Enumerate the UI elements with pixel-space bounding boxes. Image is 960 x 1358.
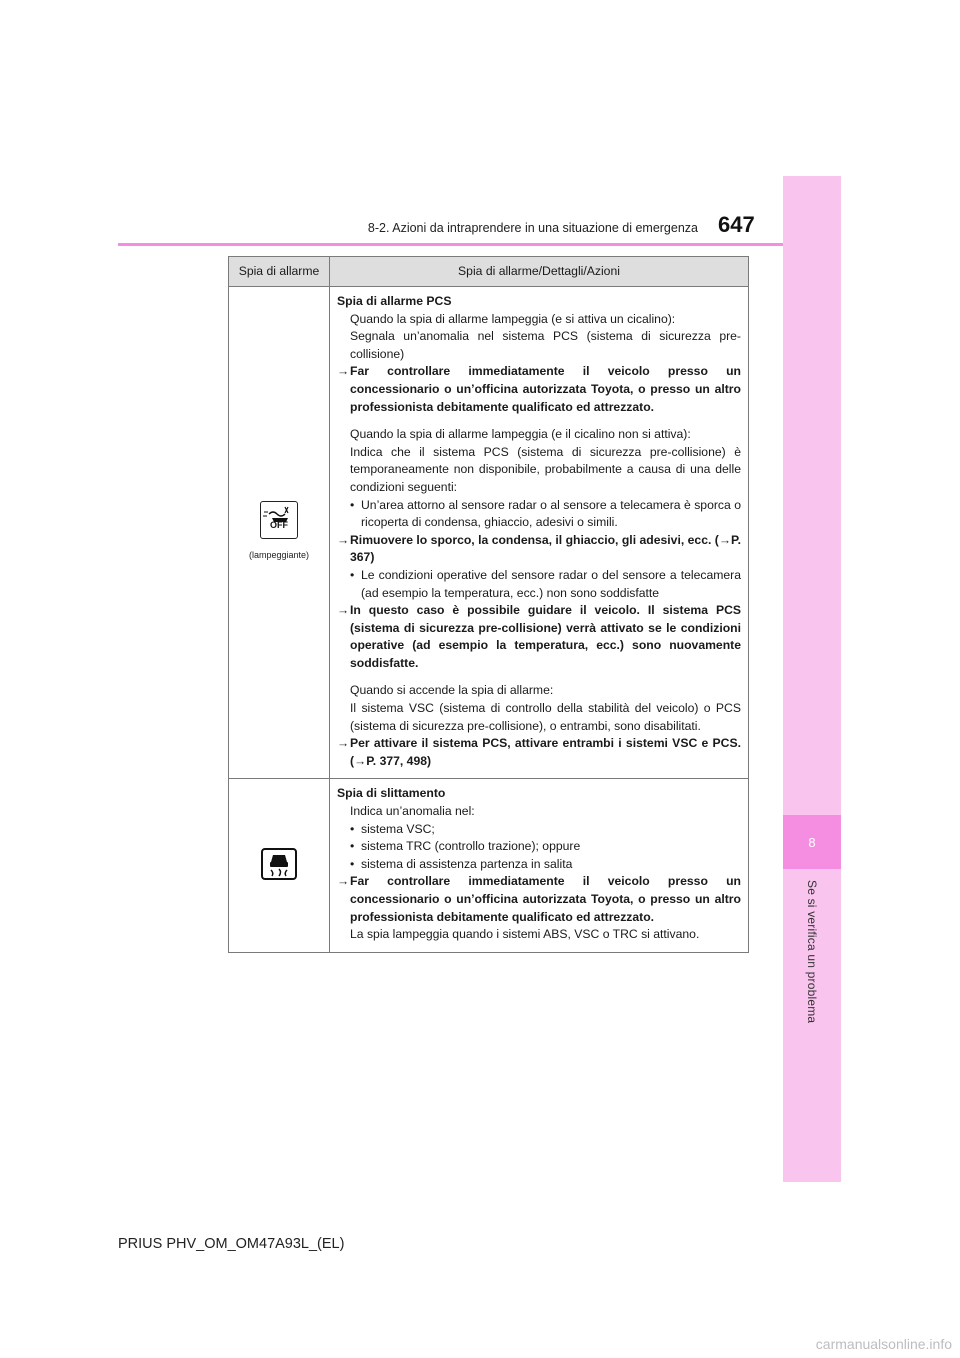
note-text: La spia lampeggia quando i sistemi ABS, VSC o TRC si attivano. <box>350 927 700 942</box>
page-number: 647 <box>718 212 755 237</box>
chapter-number-tab <box>783 815 841 869</box>
condition-text: Quando si accende la spia di allarme: <box>350 683 554 698</box>
icon-cell <box>229 287 330 779</box>
action-text: → Far controllare immediatamente il veicolo presso un concessionario o un’officina autorizzata Toyota, o presso un altro professionista debitamente qualificato ed attrezzato. <box>337 363 741 416</box>
footer-document-code: PRIUS PHV_OM_OM47A93L_(EL) <box>118 1236 345 1252</box>
action-text: → Per attivare il sistema PCS, attivare entrambi i sistemi VSC e PCS. (→P. 377, 498) <box>337 735 741 770</box>
chapter-side-band <box>783 176 841 1182</box>
condition-text: Indica che il sistema PCS (sistema di sicurezza pre-collisione) è temporaneamente non disponibile, probabilmente a causa di una delle condizioni seguenti: <box>350 444 741 494</box>
details-cell <box>330 779 749 952</box>
details-cell <box>330 287 749 779</box>
slip-indicator-icon <box>261 848 297 880</box>
condition-text: Quando la spia di allarme lampeggia (e il cicalino non si attiva): <box>350 427 691 442</box>
pcs-title: Spia di allarme PCS <box>337 294 452 308</box>
chapter-title: Se si verifica un problema <box>805 880 819 1024</box>
condition-text: Il sistema VSC (sistema di controllo della stabilità del veicolo) o PCS (sistema di sicurezza pre-collisione), o entrambi, sono disabilitati. <box>350 701 741 733</box>
pcs-warning-icon <box>260 501 298 539</box>
header-rule <box>118 243 783 246</box>
pcs-off-label: OFF <box>270 520 288 531</box>
slip-title: Spia di slittamento <box>337 786 446 801</box>
chapter-number: 8 <box>808 834 816 850</box>
table-header-row <box>229 257 749 287</box>
col-header-details: Spia di allarme/Dettagli/Azioni <box>330 257 749 287</box>
icon-caption: (lampeggiante) <box>248 550 310 561</box>
table-row <box>229 779 749 952</box>
bullet-item: • Un’area attorno al sensore radar o al sensore a telecamera è sporca o ricoperta di condensa, ghiaccio, adesivi o simili. <box>337 497 741 532</box>
section-title: 8-2. Azioni da intraprendere in una situazione di emergenza <box>367 221 698 235</box>
bullet-item: • Le condizioni operative del sensore radar o del sensore a telecamera (ad esempio la temperatura, ecc.) non sono soddisfatte <box>337 567 741 602</box>
table-row <box>229 287 749 779</box>
col-header-warning-light: Spia di allarme <box>229 257 330 287</box>
warning-lights-table <box>228 256 749 953</box>
condition-text: Indica un’anomalia nel: <box>350 804 475 819</box>
action-text: → Rimuovere lo sporco, la condensa, il ghiaccio, gli adesivi, ecc. (→P. 367) <box>337 532 741 567</box>
watermark: carmanualsonline.info <box>815 1336 952 1352</box>
action-text: → In questo caso è possibile guidare il veicolo. Il sistema PCS (sistema di sicurezza pre-collisione) verrà attivato se le condizioni operative (ad esempio la temperatura, ecc.) sono nuovamente soddisfatte. <box>337 602 741 672</box>
condition-text: Segnala un’anomalia nel sistema PCS (sistema di sicurezza pre-collisione) <box>350 329 741 361</box>
action-text: → Far controllare immediatamente il veicolo presso un concessionario o un’officina autorizzata Toyota, o presso un altro professionista debitamente qualificato ed attrezzato. <box>337 873 741 926</box>
bullet-item: • sistema di assistenza partenza in salita <box>337 856 741 874</box>
icon-cell <box>229 779 330 952</box>
condition-text: Quando la spia di allarme lampeggia (e si attiva un cicalino): <box>350 311 676 326</box>
bullet-item: • sistema VSC; <box>337 821 741 839</box>
bullet-item: • sistema TRC (controllo trazione); oppure <box>337 838 741 856</box>
